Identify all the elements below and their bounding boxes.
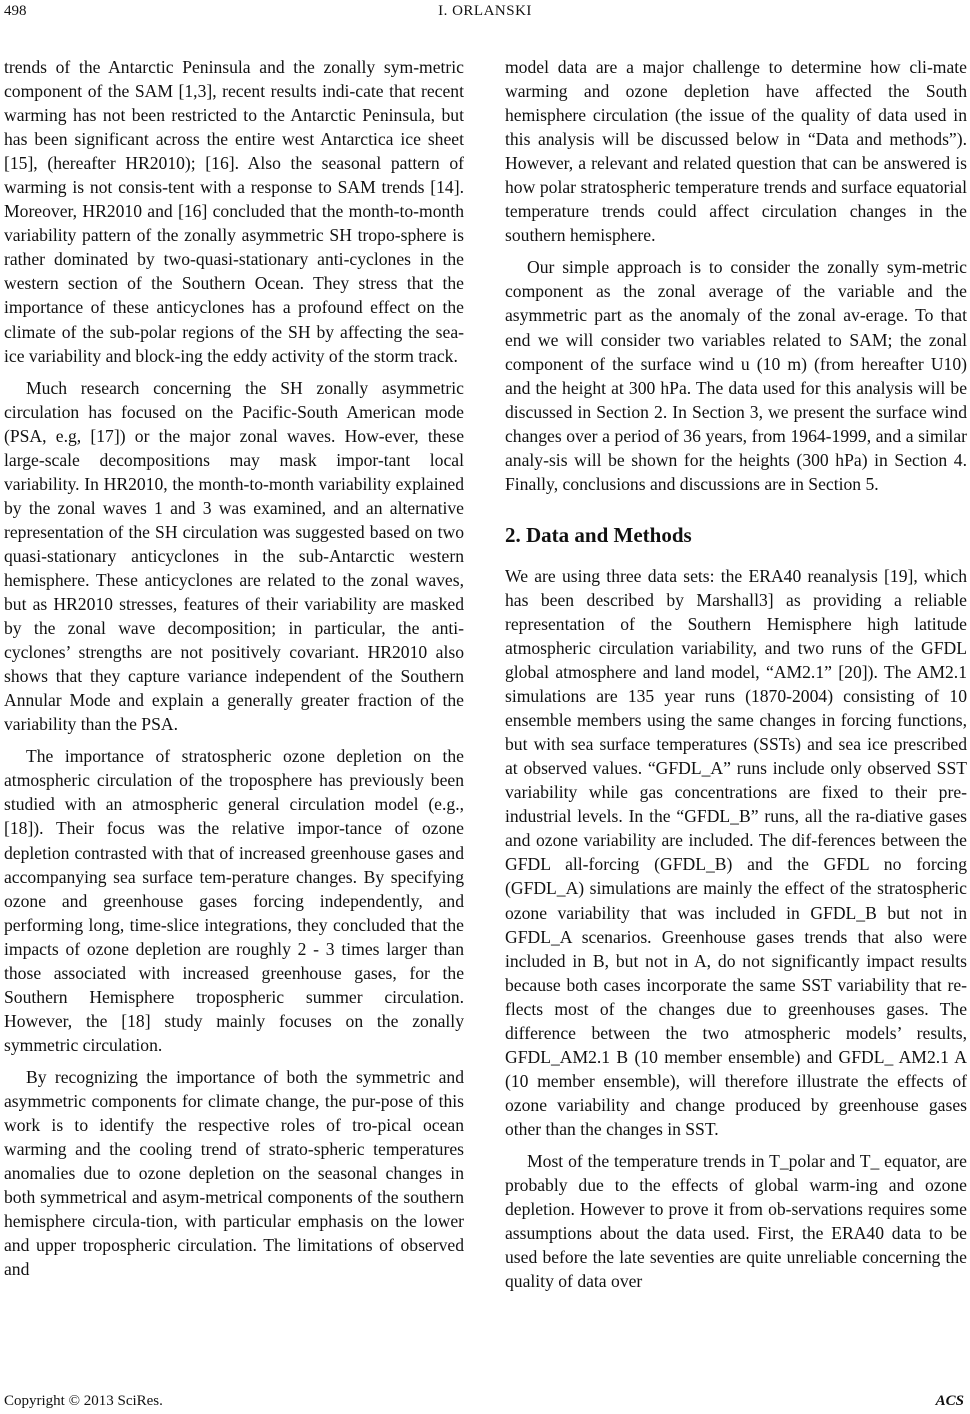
- paragraph: Most of the temperature trends in T_polar and T_ equator, are probably due to the effects of global warm-ing and ozone depletion. However to prove it from ob-servations requires some assumptions about the data used. First, the ERA40 data to be used before the late seventies are quite unreliable concerning the quality of data over: [505, 1150, 967, 1292]
- paragraph: We are using three data sets: the ERA40 reanalysis [19], which has been described by Marshall3] as providing a reliable representation of the Southern Hemisphere high latitude atmospheric circulation variability, and two runs of the GFDL global atmosphere and land model, “AM2.1” [20]). The AM2.1 simulations are 135 year runs (1870-2004) consisting of 10 ensemble members using the same changes in forcing functions, but with sea surface temperatures (SSTs) and sea ice prescribed at observed values. “GFDL_A” runs include only observed SST variability while gas concentrations are fixed to their pre-industrial levels. In the “GFDL_B” runs, all the ra-diative gases and ozone variability are included. The dif-ferences between the GFDL all-forcing (GFDL_B) and the GFDL no forcing (GFDL_A) simulations are mainly the effect of the stratospheric ozone variability that was included in GFDL_B but not in GFDL_A scenarios. Greenhouse gases trends that also were included in B, but not in A, do not significantly impact results because both cases incorporate the same SST variability that re-flects most of the changes due to greenhouses gases. The difference between the two atmospheric models’ results, GFDL_AM2.1 B (10 member ensemble) and GFDL_ AM2.1 A (10 member ensemble), will therefore illustrate the effects of ozone variability and change produced by greenhouse gases other than the changes in SST.: [505, 565, 967, 1139]
- paragraph: trends of the Antarctic Peninsula and the zonally sym-metric component of the SAM [1,3], recent results indi-cate that recent warming has not been restricted to the Antarctic Peninsula, but has been significant across the entire west Antarctica ice sheet [15], (hereafter HR2010); [16]. Also the seasonal pattern of warming is not consis-tent with a response to SAM trends [14]. Moreover, HR2010 and [16] concluded that the month-to-month variability pattern of the zonally asymmetric SH tropo-sphere is rather dominated by two-quasi-stationary anti-cyclones in the western section of the Southern Ocean. They stress that the importance of these anticyclones has a profound effect on the climate of the sub-polar regions of the SH by affecting the sea-ice variability and block-ing the eddy activity of the storm track.: [4, 57, 464, 366]
- right-column: [505, 55, 967, 1293]
- running-head: I. ORLANSKI: [438, 3, 532, 19]
- paragraph: Much research concerning the SH zonally asymmetric circulation has focused on the Pacific-South American mode (PSA, e.g, [17]) or the major zonal waves. How-ever, these large-scale decompositions may mask impor-tant local variability. In HR2010, the month-to-month variability explained by the zonal waves 1 and 3 was examined, and an alternative representation of the SH circulation was suggested based on two quasi-stationary anticyclones in the sub-Antarctic western hemisphere. These anticyclones are related to the zonal waves, but as HR2010 stresses, features of their variability are masked by the zonal wave decomposition; in particular, the anti-cyclones’ strengths are not positively covariant. HR2010 also shows that they capture variance independent of the Southern Annular Mode and explain a generally greater fraction of the variability than the PSA.: [4, 377, 464, 735]
- paragraph: Our simple approach is to consider the zonally sym-metric component as the zonal average of the variable and the asymmetric part as the anomaly of the zonal av-erage. To that end we will consider two variables related to SAM; the zonal component of the surface wind u (10 m) (from hereafter U10) and the height at 300 hPa. The data used for this analysis will be discussed in Section 2. In Section 3, we present the surface wind changes over a period of 36 years, from 1964-1999, and a similar analy-sis will be shown for the heights (300 hPa) in Section 4. Finally, conclusions and discussions are in Section 5.: [505, 257, 967, 494]
- page-header: [0, 0, 970, 30]
- page-number: 498: [4, 3, 27, 19]
- copyright-notice: Copyright © 2013 SciRes.: [4, 1393, 163, 1409]
- journal-abbreviation: ACS: [935, 1393, 964, 1409]
- section-heading: 2. Data and Methods: [505, 522, 692, 547]
- left-column: [4, 55, 464, 1281]
- paragraph: The importance of stratospheric ozone depletion on the atmospheric circulation of the troposphere has previously been studied with an atmospheric general circulation model (e.g., [18]). Their focus was the relative impor-tance of ozone depletion contrasted with that of increased greenhouse gases and accompanying sea surface tem-perature changes. By specifying ozone and greenhouse gases forcing independently, and performing long, time-slice integrations, they concluded that the impacts of ozone depletion are roughly 2 - 3 times larger than those associated with increased greenhouse gases, for the Southern Hemisphere tropospheric summer circulation. However, the [18] study mainly focuses on the zonally symmetric circulation.: [4, 746, 464, 1055]
- paragraph: model data are a major challenge to determine how cli-mate warming and ozone depletion have affected the South hemisphere circulation (the issue of the quality of data used in this analysis will be discussed below in “Data and methods”). However, a relevant and related question that can be answered is how polar stratospheric temperature trends and surface equatorial temperature trends could affect circulation changes in the southern hemisphere.: [505, 57, 967, 246]
- paragraph: By recognizing the importance of both the symmetric and asymmetric components for climate change, the pur-pose of this work is to identify the respective roles of tro-pical ocean warming and the cooling trend of strato-spheric temperatures anomalies due to ozone depletion on the seasonal changes in both symmetrical and asym-metrical components of the southern hemisphere circula-tion, with particular emphasis on the lower and upper tropospheric circulation. The limitations of observed and: [4, 1066, 464, 1280]
